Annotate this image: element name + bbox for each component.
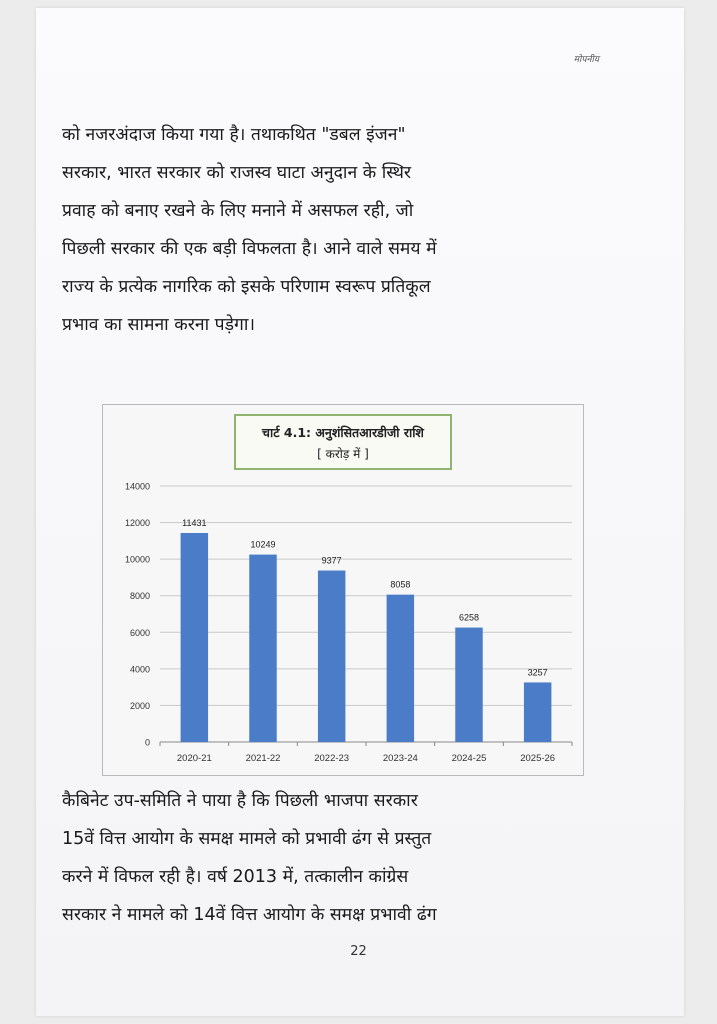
text-line: प्रवाह को बनाए रखने के लिए मनाने में असफल रही, जो [62,201,414,221]
text-line: सरकार, भारत सरकार को राजस्व घाटा अनुदान के स्थिर [62,163,412,183]
data-label: 11431 [182,517,207,528]
x-tick-label: 2020-21 [176,753,212,764]
data-label: 10249 [250,539,276,550]
x-tick-label: 2022-23 [314,753,350,764]
x-tick-label: 2025-26 [520,753,556,764]
text-line: 15वें वित्त आयोग के समक्ष मामले को प्रभावी ढंग से प्रस्तुत [62,829,432,849]
page-number: 22 [350,944,367,959]
y-tick-label: 12000 [124,518,150,529]
data-label: 9377 [321,555,342,566]
bar [524,682,551,742]
x-tick-label: 2024-25 [451,753,487,764]
bar [249,555,276,742]
y-tick-label: 4000 [129,664,150,675]
bar [455,628,482,742]
data-label: 8058 [390,579,411,590]
bar [318,571,345,742]
data-label: 3257 [527,667,548,678]
x-tick-label: 2021-22 [245,753,281,764]
running-header: मोपनीय [573,55,599,65]
chart-title: चार्ट 4.1: अनुशंसितआरडीजी राशि [262,425,424,440]
paragraph-bottom [62,782,582,934]
y-tick-label: 2000 [129,700,150,711]
text-line: कैबिनेट उप-समिति ने पाया है कि पिछली भाजपा सरकार [62,791,418,811]
y-tick-label: 8000 [129,591,150,602]
y-tick-label: 14000 [124,481,150,492]
bar [387,595,414,742]
text-line: को नजरअंदाज किया गया है। तथाकथित "डबल इंजन" [62,125,406,145]
chart-subtitle: [ करोड़ में ] [317,447,369,461]
text-line: सरकार ने मामले को 14वें वित्त आयोग के समक्ष प्रभावी ढंग [62,905,437,925]
data-label: 6258 [458,612,480,623]
chart-title-box [234,414,452,470]
text-line: राज्य के प्रत्येक नागरिक को इसके परिणाम स्वरूप प्रतिकूल [62,277,431,297]
x-tick-label: 2023-24 [382,753,418,764]
text-line: करने में विफल रही है। वर्ष 2013 में, तत्कालीन कांग्रेस [62,867,409,887]
text-line: प्रभाव का सामना करना पड़ेगा। [62,315,255,335]
y-tick-label: 6000 [129,627,150,638]
y-tick-label: 10000 [124,554,150,565]
y-tick-label: 0 [144,737,150,748]
text-line: पिछली सरकार की एक बड़ी विफलता है। आने वाले समय में [62,239,437,259]
bar [181,533,208,742]
